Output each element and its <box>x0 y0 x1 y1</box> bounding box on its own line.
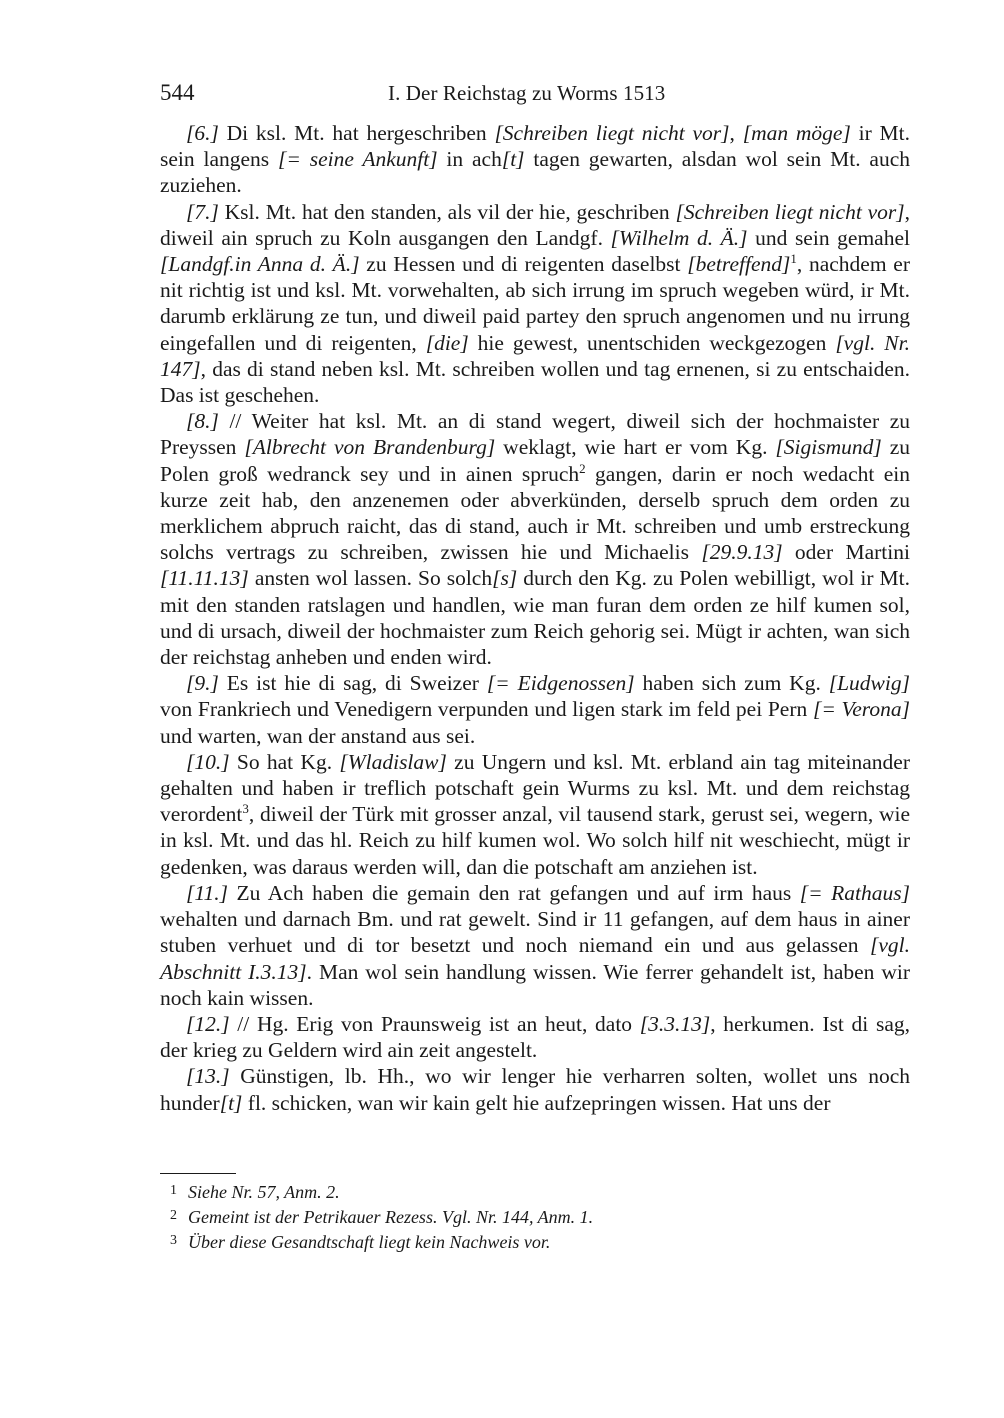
footnote-number: 3 <box>170 1233 177 1248</box>
footnote <box>160 1180 910 1205</box>
editorial-note: [man möge] <box>742 121 851 145</box>
text-run: Günstigen, lb. Hh., wo wir lenger hie verharren solten, wollet uns noch hunder <box>160 1064 910 1115</box>
editorial-note: [8.] <box>186 409 219 434</box>
paragraph <box>160 670 910 749</box>
editorial-note: [Schreiben liegt nicht vor] <box>494 121 730 145</box>
editorial-note: [12.] <box>186 1011 230 1036</box>
editorial-note: [vgl. Nr. 147] <box>160 330 910 381</box>
footnote-ref: 3 <box>242 801 249 817</box>
paragraph <box>160 1063 910 1115</box>
editorial-note: [11.11.13] <box>160 566 249 591</box>
text-run: . Man wol sein handlung wissen. Wie ferrer gehandelt ist, haben wir noch kain wissen. <box>160 959 910 1010</box>
editorial-note: [betreffend] <box>687 252 791 277</box>
footnote-text: Gemeint ist der Petrikauer Rezess. Vgl. Nr. 144, Anm. 1. <box>188 1207 594 1227</box>
text-run: fl. schicken, wan wir kain gelt hie aufzepringen wissen. Hat uns der <box>242 1090 831 1115</box>
text-run: , <box>729 121 743 145</box>
text-run: und sein gemahel <box>747 225 910 250</box>
editorial-note: [Ludwig] <box>828 671 910 696</box>
editorial-note: [9.] <box>186 671 219 696</box>
text-run: durch den Kg. zu Polen webilligt, wol ir Mt. mit den standen ratslagen und handlen, wie man furan dem orden ze hilf kumen sol, und di ursach, diweil der hochmaister zum Reich gehorig sei. Mügt ir achten, wan sich der reichstag anheben und enden wird. <box>160 566 911 670</box>
editorial-note: [10.] <box>186 749 230 774</box>
text-run: von Frankriech und Venedigern verpunden und ligen stark im feld pei Pern <box>160 697 813 722</box>
editorial-note: [3.3.13] <box>639 1011 711 1036</box>
text-run: So hat Kg. <box>229 749 340 774</box>
running-header-title: I. Der Reichstag zu Worms 1513 <box>388 81 666 105</box>
editorial-note: [= Verona] <box>812 697 910 722</box>
editorial-note: [Albrecht von Brandenburg] <box>244 435 496 460</box>
paragraph <box>160 120 910 199</box>
editorial-note: [t] <box>501 147 525 172</box>
text-run: zu Polen groß wedranck sey und in ainen spruch <box>160 435 911 486</box>
editorial-note: [29.9.13] <box>701 540 783 565</box>
text-run: , herkumen. Ist di sag, der krieg zu Geldern wird ain zeit angestelt. <box>160 1011 910 1063</box>
paragraph <box>160 880 910 1011</box>
editorial-note: [Wilhelm d. Ä.] <box>610 225 748 250</box>
text-run: Ksl. Mt. hat den standen, als vil der hie, geschriben <box>218 199 676 224</box>
footnote <box>160 1230 910 1255</box>
text-run: Di ksl. Mt. hat hergeschriben <box>218 121 495 145</box>
paragraph <box>160 199 910 409</box>
footnote-ref: 2 <box>579 460 586 476</box>
text-run: haben sich zum Kg. <box>634 671 829 696</box>
footnote-divider <box>160 1173 236 1174</box>
text-run: Zu Ach haben die gemain den rat gefangen und auf irm haus <box>228 880 800 905</box>
editorial-note: [die] <box>425 330 469 355</box>
text-run: gangen, darin er noch wedacht ein kurze zeit hab, den anzenemen oder abverkünden, derselb spruch dem orden zu merklichem abpruch raicht, das di stand, auch ir Mt. schreiben und umb erstreckung solchs vertrags zu schreiben, zwissen hie und Michaelis <box>160 461 910 565</box>
text-run: ansten wol lassen. So solch <box>248 566 493 591</box>
text-run: wehalten und darnach Bm. und rat gewelt. Sind ir 11 gefangen, auf dem haus in ainer stuben verhuet und di tor besetzt und noch niemand ein und aus gelassen <box>160 907 910 958</box>
editorial-note: [= seine Ankunft] <box>278 147 438 172</box>
editorial-note: [Sigismund] <box>775 435 882 460</box>
footnotes <box>160 1180 910 1255</box>
editorial-note: [s] <box>492 566 518 591</box>
editorial-note: [vgl. Abschnitt I.3.13] <box>160 933 910 984</box>
paragraph <box>160 408 910 670</box>
text-run: // Hg. Erig von Praunsweig ist an heut, dato <box>229 1011 640 1036</box>
footnote-number: 2 <box>170 1208 177 1223</box>
text-run: // Weiter hat ksl. Mt. an di stand wegert, diweil sich der hochmaister zu Preyssen <box>160 409 910 460</box>
editorial-note: [Landgf.in Anna d. Ä.] <box>160 252 360 277</box>
main-text <box>160 120 910 1116</box>
text-run: , nachdem er nit richtig ist und ksl. Mt. vorwehalten, ab sich irrung im spruch wegeben würd, ir Mt. darumb erklärung ze tun, und diweil paid partey den spruch angenomen und nu irrung eingefallen und di reigenten, <box>160 252 910 355</box>
editorial-note: [11.] <box>186 880 229 905</box>
text-run: weklagt, wie hart er vom Kg. <box>495 435 776 460</box>
text-run: ir Mt. sein langens <box>160 121 910 172</box>
paragraph <box>160 749 910 880</box>
text-run: zu Ungern und ksl. Mt. erbland ain tag miteinander gehalten und haben ir treflich potschaft gein Wurms zu ksl. Mt. und dem reichstag verordent <box>160 749 910 827</box>
editorial-note: [6.] <box>186 121 219 145</box>
footnote-ref: 1 <box>790 251 797 267</box>
text-run: und warten, wan der anstand aus sei. <box>160 723 476 748</box>
text-run: hie gewest, unentschiden weckgezogen <box>468 330 836 355</box>
footnote <box>160 1205 910 1230</box>
editorial-note: [t] <box>219 1090 243 1115</box>
text-run: , diweil der Türk mit grosser anzal, vil tausend stark, gerust sei, wegern, wie in ksl. Mt. und das hl. Reich zu hilf kumen wol. Wo solch hilf nit weschiecht, mügt ir gedenken, was daraus werden will, dan die potschaft am anziehen ist. <box>160 802 910 879</box>
editorial-note: [Wladislaw] <box>339 749 447 774</box>
footnote-text: Siehe Nr. 57, Anm. 2. <box>188 1182 340 1202</box>
paragraph <box>160 1011 910 1063</box>
editorial-note: [= Eidgenossen] <box>486 671 635 696</box>
editorial-note: [7.] <box>186 199 219 224</box>
text-run: , diweil ain spruch zu Koln ausgangen den Landgf. <box>160 199 910 250</box>
text-run: tagen gewarten, alsdan wol sein Mt. auch zuziehen. <box>160 147 911 198</box>
text-run: in ach <box>437 147 502 172</box>
text-run: oder Martini <box>782 540 910 565</box>
text-run: , das di stand neben ksl. Mt. schreiben wollen und tag ernenen, si zu entschaiden. Das ist geschehen. <box>160 356 910 408</box>
text-run: zu Hessen und di reigenten daselbst <box>359 252 688 277</box>
editorial-note: [13.] <box>186 1064 230 1089</box>
editorial-note: [Schreiben liegt nicht vor] <box>675 199 905 224</box>
footnote-number: 1 <box>170 1183 177 1198</box>
footnote-text: Über diese Gesandtschaft liegt kein Nachweis vor. <box>188 1232 551 1252</box>
text-run: Es ist hie di sag, di Sweizer <box>218 671 487 696</box>
page-number: 544 <box>160 80 195 105</box>
editorial-note: [= Rathaus] <box>799 880 911 905</box>
